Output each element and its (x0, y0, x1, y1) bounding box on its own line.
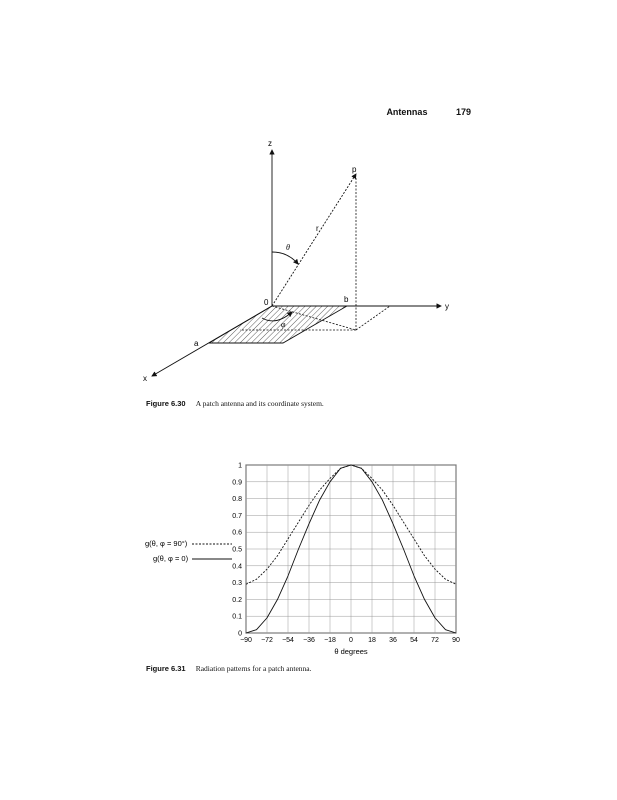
r-label: r (316, 224, 319, 233)
chart-ticks (232, 463, 460, 645)
section-title: Antennas (386, 107, 428, 117)
x-tick-label: 90 (452, 637, 460, 644)
b-label: b (344, 295, 349, 304)
x-tick-label: −54 (282, 637, 294, 644)
point-p-label: p (352, 165, 357, 174)
y-tick-label: 0 (238, 630, 242, 638)
x-tick-label: 54 (410, 637, 418, 644)
x-tick-label: 72 (431, 637, 439, 644)
y-tick-label: 0.6 (232, 529, 242, 537)
x-axis-title: θ degrees (334, 647, 368, 656)
legend-label-phi-0: g(θ, φ = 0) (153, 554, 189, 563)
x-tick-label: 36 (389, 637, 397, 644)
a-label: a (194, 339, 199, 348)
x-tick-label: −18 (324, 637, 336, 644)
theta-label: θ (286, 243, 290, 252)
y-tick-label: 0.3 (232, 580, 242, 588)
y-tick-label: 0.9 (232, 479, 242, 487)
phi-label: φ (281, 320, 286, 329)
figure-630-label: Figure 6.30 (146, 399, 186, 408)
y-tick-label: 0.7 (232, 512, 242, 520)
z-axis-label: z (268, 139, 272, 148)
y-tick-label: 0.1 (232, 613, 242, 621)
y-tick-label: 0.8 (232, 496, 242, 504)
origin-label: 0 (264, 298, 269, 307)
y-tick-label: 0.2 (232, 596, 242, 604)
x-tick-label: −36 (303, 637, 315, 644)
y-axis-label: y (445, 302, 449, 311)
figure-631-caption (146, 664, 312, 673)
y-tick-label: 1 (238, 462, 242, 470)
x-tick-label: 18 (368, 637, 376, 644)
x-tick-label: 0 (349, 637, 353, 644)
x-tick-label: −72 (261, 637, 273, 644)
y-tick-label: 0.4 (232, 563, 242, 571)
x-tick-label: −90 (240, 637, 252, 644)
legend-label-phi-90: g(θ, φ = 90°) (145, 539, 188, 548)
x-axis-label: x (143, 374, 147, 383)
figure-631-label: Figure 6.31 (146, 664, 186, 673)
chart-legend (145, 539, 232, 563)
figure-630-text: A patch antenna and its coordinate system. (195, 399, 324, 408)
y-tick-label: 0.5 (232, 546, 242, 554)
page-number: 179 (455, 107, 471, 117)
chart-grid (246, 465, 456, 633)
figure-631-text: Radiation patterns for a patch antenna. (195, 664, 312, 673)
